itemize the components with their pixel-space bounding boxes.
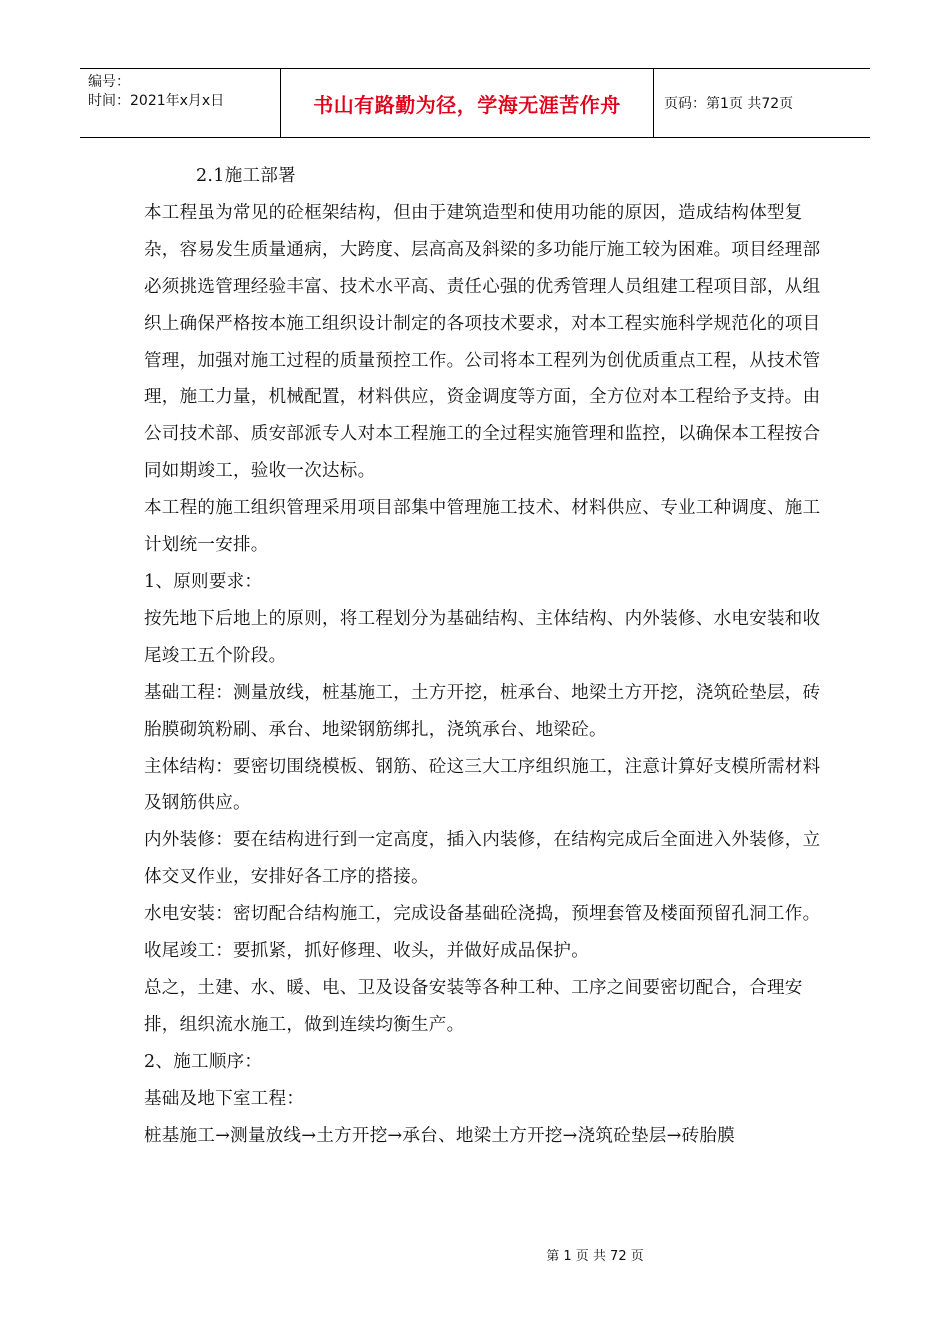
paragraph: 总之，土建、水、暖、电、卫及设备安装等各种工种、工序之间要密切配合，合理安排，组织流水施工，做到连续均衡生产。 — [144, 977, 803, 1035]
paragraph: 桩基施工→测量放线→土方开挖→承台、地梁土方开挖→浇筑砼垫层→砖胎膜 — [144, 1125, 736, 1146]
paragraph: 水电安装：密切配合结构施工，完成设备基础砼浇捣，预埋套管及楼面预留孔洞工作。 — [144, 904, 821, 925]
header-motto: 书山有路勤为径，学海无涯苦作舟 — [281, 69, 654, 137]
paragraph: 按先地下后地上的原则，将工程划分为基础结构、主体结构、内外装修、水电安装和收尾竣工五个阶段。 — [144, 608, 821, 666]
section-heading: 2.1施工部署 — [196, 166, 296, 186]
paragraph: 本工程虽为常见的砼框架结构，但由于建筑造型和使用功能的原因，造成结构体型复杂，容易发生质量通病，大跨度、层高高及斜梁的多功能厅施工较为困难。项目经理部必须挑选管理经验丰富、技术水平高、责任心强的优秀管理人员组建工程项目部，从组织上确保严格按本施工组织设计制定的各项技术要求，对本工程实施科学规范化的项目管理，加强对施工过程的质量预控工作。公司将本工程列为创优质重点工程，从技术管理，施工力量，机械配置，材料供应，资金调度等方面，全方位对本工程给予支持。由公司技术部、质安部派专人对本工程施工的全过程实施管理和监控，以确保本工程按合同如期竣工，验收一次达标。 — [144, 202, 821, 482]
paragraph: 基础工程：测量放线，桩基施工，土方开挖，桩承台、地梁土方开挖，浇筑砼垫层，砖胎膜砌筑粉刷、承台、地梁钢筋绑扎，浇筑承台、地梁砼。 — [144, 682, 821, 740]
header-meta-cell — [80, 69, 281, 137]
paragraph: 收尾竣工：要抓紧，抓好修理、收头，并做好成品保护。 — [144, 941, 589, 962]
paragraph: 2、施工顺序： — [144, 1051, 263, 1072]
paragraph: 1、原则要求： — [144, 571, 263, 592]
paragraph: 内外装修：要在结构进行到一定高度，插入内装修，在结构完成后全面进入外装修，立体交叉作业，安排好各工序的搭接。 — [144, 830, 821, 888]
paragraph: 主体结构：要密切围绕模板、钢筋、砼这三大工序组织施工，注意计算好支模所需材料及钢筋供应。 — [144, 756, 821, 814]
page-header — [80, 68, 870, 138]
paragraph: 本工程的施工组织管理采用项目部集中管理施工技术、材料供应、专业工种调度、施工计划统一安排。 — [144, 498, 821, 556]
document-time-label: 时间：2021年x月x日 — [88, 93, 225, 109]
header-page-info: 页码：第1页 共72页 — [664, 96, 794, 112]
paragraph: 基础及地下室工程： — [144, 1088, 305, 1109]
footer-page-number: 第 1 页 共 72 页 — [546, 1249, 644, 1264]
document-number-label: 编号： — [88, 74, 130, 90]
document-body — [144, 158, 824, 1154]
page-footer — [0, 1245, 950, 1264]
